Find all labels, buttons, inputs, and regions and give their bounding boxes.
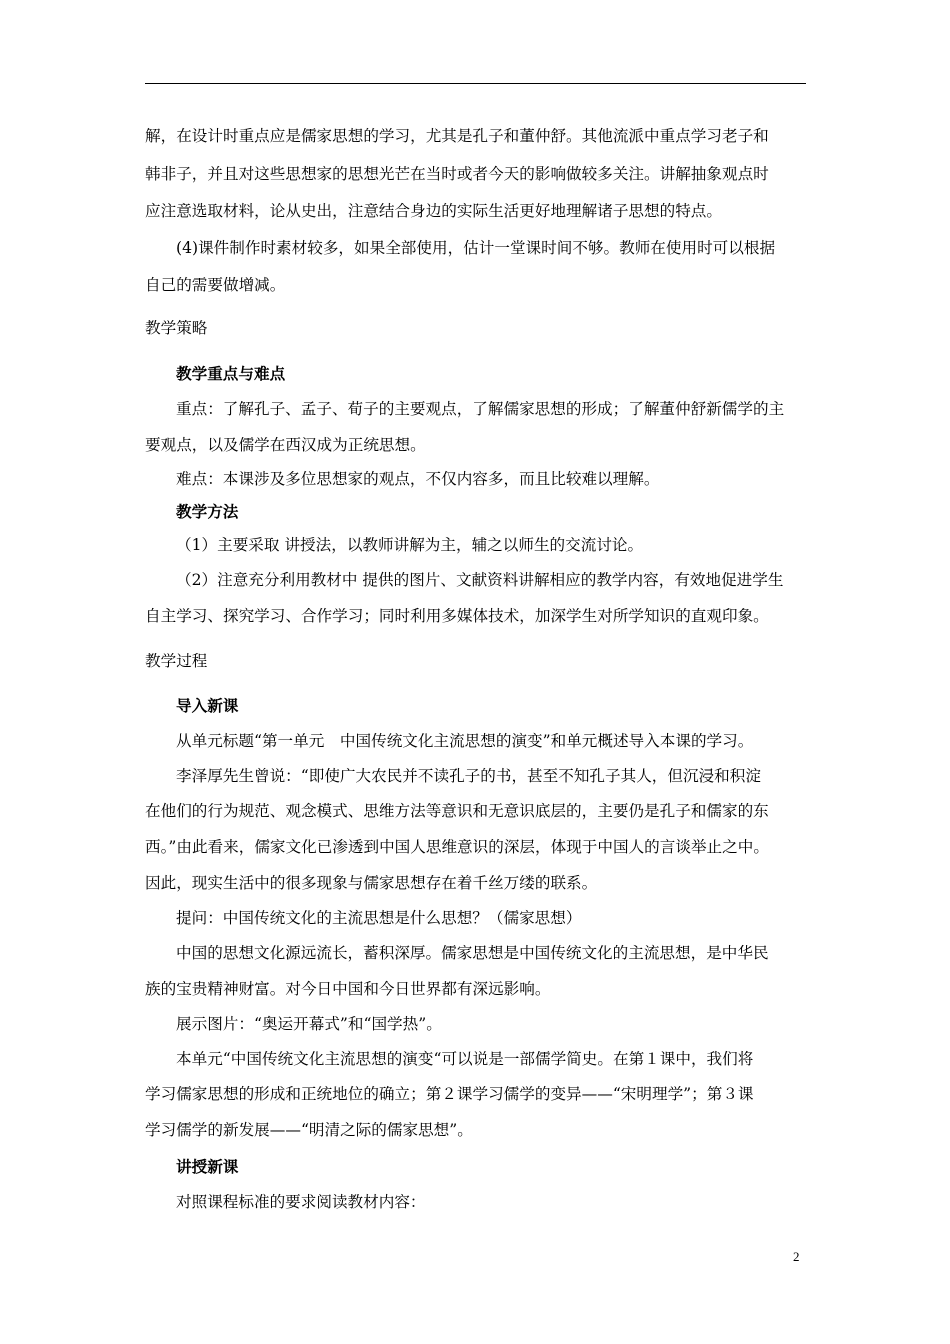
body-line: 因此，现实生活中的很多现象与儒家思想存在着千丝万缕的联系。: [145, 874, 598, 892]
body-line: 在他们的行为规范、观念模式、思维方法等意识和无意识底层的，主要仍是孔子和儒家的东: [145, 802, 769, 820]
body-line: 展示图片：“奥运开幕式”和“国学热”。: [176, 1015, 442, 1033]
body-line: 对照课程标准的要求阅读教材内容：: [176, 1193, 426, 1211]
body-line: 族的宝贵精神财富。对今日中国和今日世界都有深远影响。: [145, 980, 551, 998]
body-line: 学习儒家思想的形成和正统地位的确立；第２课学习儒学的变异——“宋明理学”；第３课: [145, 1085, 754, 1103]
subsection-heading: 导入新课: [176, 696, 239, 715]
section-heading: 教学策略: [145, 319, 208, 337]
body-line: 李泽厚先生曾说：“即使广大农民并不读孔子的书，甚至不知孔子其人，但沉浸和积淀: [176, 767, 761, 785]
body-line: 难点：本课涉及多位思想家的观点，不仅内容多，而且比较难以理解。: [176, 470, 660, 488]
header-rule: [145, 83, 806, 84]
body-line: （1）主要采取 讲授法，以教师讲解为主，辅之以师生的交流讨论。: [176, 536, 644, 554]
body-line: （2）注意充分利用教材中 提供的图片、文献资料讲解相应的教学内容，有效地促进学生: [176, 571, 784, 589]
body-line: 重点：了解孔子、孟子、荀子的主要观点，了解儒家思想的形成；了解董仲舒新儒学的主: [176, 400, 785, 418]
body-line: (4)课件制作时素材较多，如果全部使用，估计一堂课时间不够。教师在使用时可以根据: [176, 239, 776, 257]
subsection-heading: 教学方法: [176, 502, 239, 521]
body-line: 西。”由此看来，儒家文化已渗透到中国人思维意识的深层，体现于中国人的言谈举止之中。: [145, 838, 769, 856]
body-line: 提问：中国传统文化的主流思想是什么思想？（儒家思想）: [176, 909, 582, 927]
body-line: 中国的思想文化源远流长，蓄积深厚。儒家思想是中国传统文化的主流思想，是中华民: [176, 944, 769, 962]
subsection-heading: 教学重点与难点: [176, 364, 286, 383]
page-number: 2: [793, 1249, 800, 1264]
body-line: 本单元“中国传统文化主流思想的演变“可以说是一部儒学简史。在第１课中，我们将: [176, 1050, 754, 1068]
body-line: 自主学习、探究学习、合作学习；同时利用多媒体技术，加深学生对所学知识的直观印象。: [145, 607, 769, 625]
body-line: 学习儒学的新发展——“明清之际的儒家思想”。: [145, 1121, 473, 1139]
body-line: 自己的需要做增减。: [145, 276, 286, 294]
subsection-heading: 讲授新课: [176, 1157, 239, 1176]
body-line: 解，在设计时重点应是儒家思想的学习，尤其是孔子和董仲舒。其他流派中重点学习老子和: [145, 127, 769, 145]
body-line: 应注意选取材料，论从史出，注意结合身边的实际生活更好地理解诸子思想的特点。: [145, 202, 722, 220]
body-line: 从单元标题“第一单元 中国传统文化主流思想的演变”和单元概述导入本课的学习。: [176, 732, 754, 750]
section-heading: 教学过程: [145, 652, 208, 670]
body-line: 要观点，以及儒学在西汉成为正统思想。: [145, 436, 426, 454]
body-line: 韩非子，并且对这些思想家的思想光芒在当时或者今天的影响做较多关注。讲解抽象观点时: [145, 165, 769, 183]
